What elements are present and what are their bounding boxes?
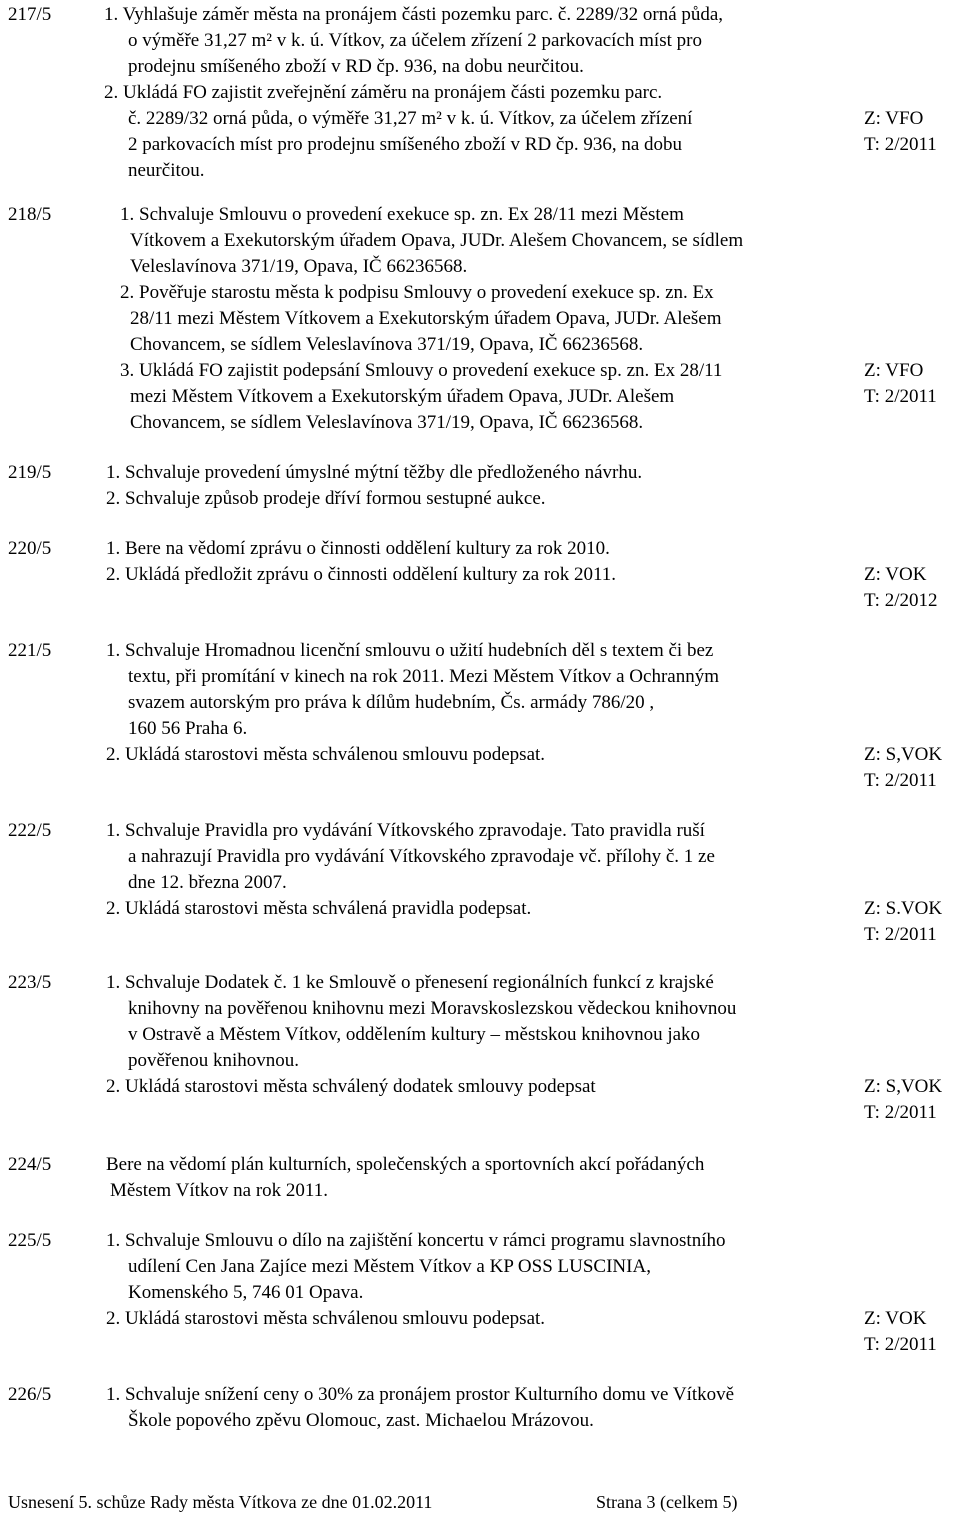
- deadline: T: 2/2011: [864, 386, 937, 407]
- resolution-line: 1. Schvaluje provedení úmyslné mýtní těžby dle předloženého návrhu.: [106, 462, 643, 483]
- resolution-number: 217/5: [8, 4, 52, 25]
- resolution-line: 2. Ukládá starostovi města schválená pravidla podepsat.: [106, 898, 532, 919]
- resolution-line: svazem autorským pro práva k dílům hudebním, Čs. armády 786/20 ,: [128, 692, 655, 713]
- resolution-number: 220/5: [8, 538, 52, 559]
- resolution-line: 28/11 mezi Městem Vítkovem a Exekutorským úřadem Opava, JUDr. Alešem: [130, 308, 722, 329]
- resolution-line: prodejnu smíšeného zboží v RD čp. 936, na dobu neurčitou.: [128, 56, 584, 77]
- deadline: T: 2/2011: [864, 134, 937, 155]
- resolution-line: a nahrazují Pravidla pro vydávání Vítkovského zpravodaje vč. přílohy č. 1 ze: [128, 846, 715, 867]
- resolution-line: textu, při promítání v kinech na rok 2011. Mezi Městem Vítkov a Ochranným: [128, 666, 719, 687]
- resolution-line: Komenského 5, 746 01 Opava.: [128, 1282, 364, 1303]
- responsible-person: Z: VOK: [864, 564, 927, 585]
- responsible-person: Z: S,VOK: [864, 744, 943, 765]
- footer-page-number: Strana 3 (celkem 5): [596, 1492, 738, 1512]
- resolution-line: 1. Vyhlašuje záměr města na pronájem části pozemku parc. č. 2289/32 orná půda,: [104, 4, 724, 25]
- resolution-line: Bere na vědomí plán kulturních, společenských a sportovních akcí pořádaných: [106, 1154, 705, 1175]
- resolution-number: 223/5: [8, 972, 52, 993]
- resolution-number: 222/5: [8, 820, 52, 841]
- resolution-line: 2. Schvaluje způsob prodeje dříví formou sestupné aukce.: [106, 488, 546, 509]
- deadline: T: 2/2011: [864, 770, 937, 791]
- footer-document-title: Usnesení 5. schůze Rady města Vítkova ze dne 01.02.2011: [8, 1492, 433, 1512]
- resolution-line: č. 2289/32 orná půda, o výměře 31,27 m² v k. ú. Vítkov, za účelem zřízení: [128, 108, 693, 129]
- resolution-number: 221/5: [8, 640, 52, 661]
- resolution-line: 2. Ukládá starostovi města schválený dodatek smlouvy podepsat: [106, 1076, 596, 1097]
- resolution-line: 1. Schvaluje Smlouvu o provedení exekuce sp. zn. Ex 28/11 mezi Městem: [120, 204, 684, 225]
- resolution-line: Městem Vítkov na rok 2011.: [110, 1180, 328, 1201]
- resolution-line: dne 12. března 2007.: [128, 872, 287, 893]
- resolution-line: 1. Schvaluje Dodatek č. 1 ke Smlouvě o přenesení regionálních funkcí z krajské: [106, 972, 714, 993]
- responsible-person: Z: S.VOK: [864, 898, 943, 919]
- resolution-number: 226/5: [8, 1384, 52, 1405]
- resolution-line: 1. Schvaluje Pravidla pro vydávání Vítkovského zpravodaje. Tato pravidla ruší: [106, 820, 705, 841]
- resolution-line: o výměře 31,27 m² v k. ú. Vítkov, za účelem zřízení 2 parkovacích míst pro: [128, 30, 702, 51]
- resolution-line: Chovancem, se sídlem Veleslavínova 371/19, Opava, IČ 66236568.: [130, 412, 644, 433]
- resolution-line: mezi Městem Vítkovem a Exekutorským úřadem Opava, JUDr. Alešem: [130, 386, 675, 407]
- resolution-line: 2 parkovacích míst pro prodejnu smíšeného zboží v RD čp. 936, na dobu: [128, 134, 683, 155]
- resolution-line: 1. Schvaluje snížení ceny o 30% za pronájem prostor Kulturního domu ve Vítkově: [106, 1384, 735, 1405]
- responsible-person: Z: VFO: [864, 108, 924, 129]
- deadline: T: 2/2011: [864, 1334, 937, 1355]
- resolution-line: 3. Ukládá FO zajistit podepsání Smlouvy o provedení exekuce sp. zn. Ex 28/11: [120, 360, 723, 381]
- resolution-line: Chovancem, se sídlem Veleslavínova 371/19, Opava, IČ 66236568.: [130, 334, 644, 355]
- resolution-line: 2. Ukládá starostovi města schválenou smlouvu podepsat.: [106, 1308, 546, 1329]
- resolution-line: Vítkovem a Exekutorským úřadem Opava, JUDr. Alešem Chovancem, se sídlem: [130, 230, 744, 251]
- resolution-line: 2. Ukládá předložit zprávu o činnosti oddělení kultury za rok 2011.: [106, 564, 617, 585]
- deadline: T: 2/2011: [864, 1102, 937, 1123]
- resolution-number: 224/5: [8, 1154, 52, 1175]
- resolution-line: 2. Ukládá FO zajistit zveřejnění záměru na pronájem části pozemku parc.: [104, 82, 663, 103]
- resolution-line: 1. Bere na vědomí zprávu o činnosti oddělení kultury za rok 2010.: [106, 538, 610, 559]
- resolution-line: Veleslavínova 371/19, Opava, IČ 66236568.: [130, 256, 468, 277]
- resolution-line: pověřenou knihovnou.: [128, 1050, 299, 1071]
- responsible-person: Z: VOK: [864, 1308, 927, 1329]
- responsible-person: Z: VFO: [864, 360, 924, 381]
- responsible-person: Z: S,VOK: [864, 1076, 943, 1097]
- deadline: T: 2/2011: [864, 924, 937, 945]
- resolution-line: 1. Schvaluje Smlouvu o dílo na zajištění koncertu v rámci programu slavnostního: [106, 1230, 726, 1251]
- resolution-number: 225/5: [8, 1230, 52, 1251]
- resolution-line: 160 56 Praha 6.: [128, 718, 248, 739]
- resolution-line: v Ostravě a Městem Vítkov, oddělením kultury – městskou knihovnou jako: [128, 1024, 701, 1045]
- resolution-number: 218/5: [8, 204, 52, 225]
- resolution-line: 2. Pověřuje starostu města k podpisu Smlouvy o provedení exekuce sp. zn. Ex: [120, 282, 714, 303]
- resolution-line: Škole popového zpěvu Olomouc, zast. Michaelou Mrázovou.: [128, 1410, 594, 1431]
- resolution-line: 1. Schvaluje Hromadnou licenční smlouvu o užití hudebních děl s textem či bez: [106, 640, 714, 661]
- resolution-line: udílení Cen Jana Zajíce mezi Městem Vítkov a KP OSS LUSCINIA,: [128, 1256, 651, 1277]
- resolution-line: neurčitou.: [128, 160, 205, 181]
- deadline: T: 2/2012: [864, 590, 938, 611]
- resolution-number: 219/5: [8, 462, 52, 483]
- resolution-line: 2. Ukládá starostovi města schválenou smlouvu podepsat.: [106, 744, 546, 765]
- resolution-line: knihovny na pověřenou knihovnu mezi Moravskoslezskou vědeckou knihovnou: [128, 998, 737, 1019]
